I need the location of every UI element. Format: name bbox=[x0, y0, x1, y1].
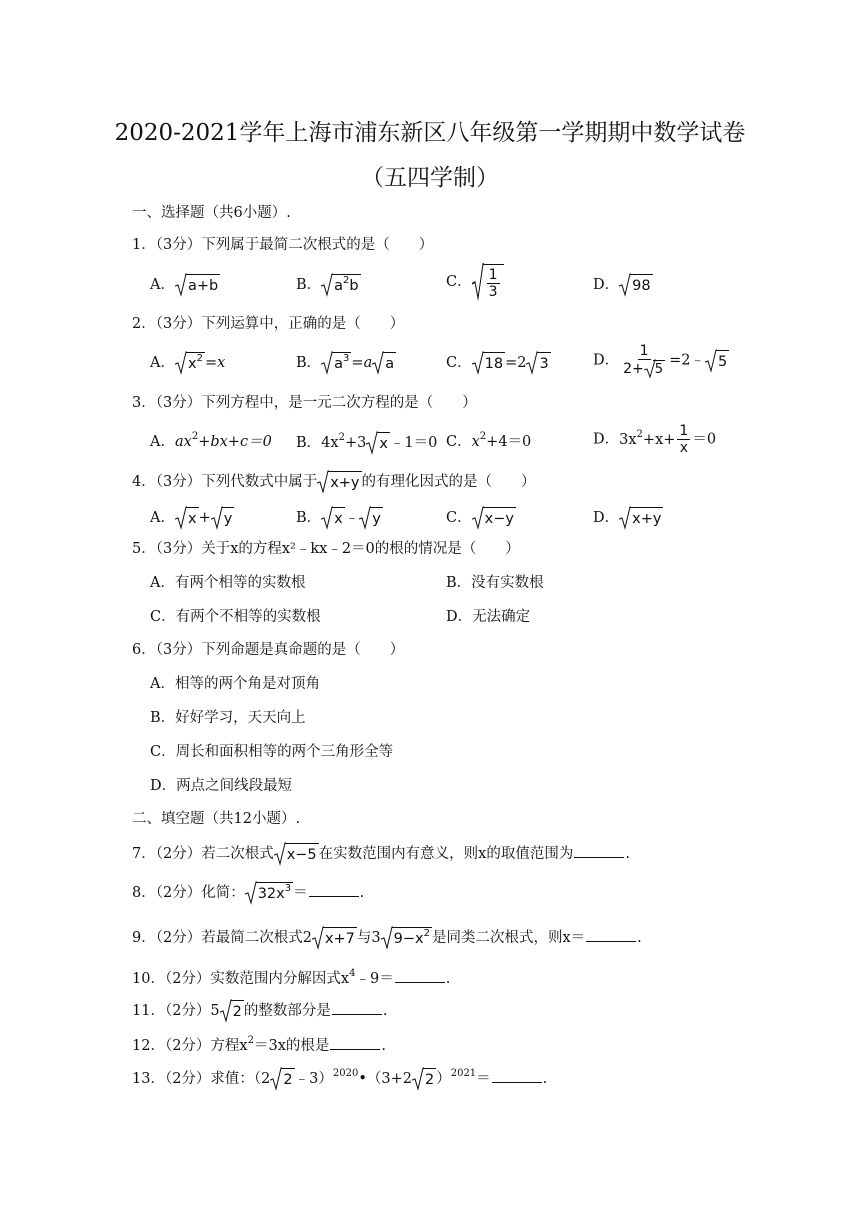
radical-sign bbox=[705, 350, 717, 372]
question-12: 12．（2分）方程$x^2=3x$的根是 . bbox=[132, 1035, 386, 1054]
question-4-stem: 4．（3分）下列代数式中属于 x+y 的有理化因式的是（ ） bbox=[132, 471, 536, 493]
radical-sign bbox=[619, 507, 631, 529]
radical-sign bbox=[412, 1068, 424, 1090]
question-4-option-c: C． x−y bbox=[446, 507, 516, 529]
page-subtitle: （五四学制） bbox=[361, 165, 499, 191]
question-13: 13．（2分）求值：（2 2 ﹣3）$^{2020}$•（3+2 2 ）$^{2021}$＝ . bbox=[132, 1068, 548, 1088]
radical-sign bbox=[359, 507, 371, 529]
page-title: 2020-2021学年上海市浦东新区八年级第一学期期中数学试卷 bbox=[114, 120, 746, 146]
question-6-option-d: D．两点之间线段最短 bbox=[150, 778, 293, 794]
radical-sign bbox=[274, 843, 286, 865]
radical-sign bbox=[381, 927, 393, 949]
radical-sign bbox=[175, 352, 187, 374]
question-10: 10．（2分）实数范围内分解因式$x^4﹣9=$ . bbox=[132, 968, 451, 987]
radical-sign bbox=[220, 1000, 232, 1022]
answer-blank[interactable] bbox=[492, 1068, 542, 1083]
answer-blank[interactable] bbox=[395, 968, 445, 983]
question-5-option-b: B．没有实数根 bbox=[446, 575, 544, 591]
question-3-stem: 3．（3分）下列方程中，是一元二次方程的是（ ） bbox=[132, 395, 477, 411]
radical-sign bbox=[317, 471, 329, 493]
question-4-option-d: D． x+y bbox=[593, 507, 663, 529]
answer-blank[interactable] bbox=[309, 882, 359, 897]
question-3-option-a: A．$ax^2+bx+c=0$ bbox=[150, 431, 272, 450]
question-1-option-d: D． 98 bbox=[593, 274, 653, 296]
question-1-option-b: B． $a^2b$ bbox=[296, 275, 359, 294]
question-4-option-a: A． x + y bbox=[150, 507, 234, 529]
radical-sign bbox=[472, 264, 484, 300]
question-9: 9．（2分）若最简二次根式2 x+7 与3 $9-x^2$ 是同类二次根式，则x＝ . bbox=[132, 928, 642, 947]
radical-sign bbox=[211, 507, 223, 529]
question-11: 11．（2分）5 2 的整数部分是 . bbox=[132, 1000, 388, 1022]
question-2-option-a: A． $x^2 =x$ bbox=[150, 353, 226, 372]
section-heading-fill: 二、填空题（共12小题）. bbox=[132, 811, 301, 827]
radical-sign bbox=[312, 927, 324, 949]
question-8: 8．（2分）化简： $32x^3$ ＝ . bbox=[132, 883, 365, 902]
radical-sign bbox=[619, 274, 631, 296]
section-heading-choice: 一、选择题（共6小题）. bbox=[132, 205, 291, 221]
radical-sign bbox=[372, 352, 384, 374]
question-5-stem: 5．（3分）关于x的方程x²﹣kx﹣2＝0的根的情况是（ ） bbox=[132, 541, 520, 557]
question-3-option-c: C．$x^2+4=0$ bbox=[446, 431, 532, 450]
radical-sign bbox=[270, 1068, 282, 1090]
question-2-stem: 2．（3分）下列运算中，正确的是（ ） bbox=[132, 316, 405, 332]
radical-sign bbox=[472, 352, 484, 374]
answer-blank[interactable] bbox=[574, 843, 624, 858]
radical-sign bbox=[321, 352, 333, 374]
question-6-option-c: C．周长和面积相等的两个三角形全等 bbox=[150, 744, 394, 760]
question-2-option-d: D． 1 2+ 5 =2﹣ 5 bbox=[593, 343, 728, 377]
answer-blank[interactable] bbox=[586, 927, 636, 942]
radical-sign bbox=[472, 507, 484, 529]
radical-sign bbox=[526, 352, 538, 374]
question-1-option-c: C． $\frac{1}{3}$ bbox=[446, 264, 504, 300]
question-2-option-c: C． 18 =2 3 bbox=[446, 352, 551, 374]
radical-sign bbox=[321, 507, 333, 529]
question-7: 7．（2分）若二次根式 x−5 在实数范围内有意义，则x的取值范围为 . bbox=[132, 843, 630, 865]
answer-blank[interactable] bbox=[332, 1000, 382, 1015]
radical-sign bbox=[175, 507, 187, 529]
radical-sign bbox=[175, 274, 187, 296]
answer-blank[interactable] bbox=[330, 1035, 380, 1050]
question-6-stem: 6．（3分）下列命题是真命题的是（ ） bbox=[132, 642, 405, 658]
question-5-option-a: A．有两个相等的实数根 bbox=[150, 575, 306, 591]
radical-sign bbox=[245, 882, 257, 904]
question-6-option-b: B．好好学习，天天向上 bbox=[150, 710, 306, 726]
question-1-option-a: A． a+b bbox=[150, 274, 220, 296]
radical-sign bbox=[644, 360, 656, 378]
question-3-option-b: B．$4x^2+3$ x ﹣1＝0 bbox=[296, 432, 438, 452]
question-6-option-a: A．相等的两个角是对顶角 bbox=[150, 676, 320, 692]
question-3-option-d: D．$3x^2+x+$ $\frac{1}{x}$ ＝0 bbox=[593, 423, 717, 456]
question-5-option-d: D．无法确定 bbox=[446, 609, 531, 625]
question-5-option-c: C．有两个不相等的实数根 bbox=[150, 609, 321, 625]
question-1-stem: 1．（3分）下列属于最简二次根式的是（ ） bbox=[132, 237, 434, 253]
question-4-option-b: B． x ﹣ y bbox=[296, 507, 383, 529]
radical-sign bbox=[321, 274, 333, 296]
radical-sign bbox=[366, 432, 378, 454]
question-2-option-b: B． $a^3 =a$ a bbox=[296, 353, 395, 372]
